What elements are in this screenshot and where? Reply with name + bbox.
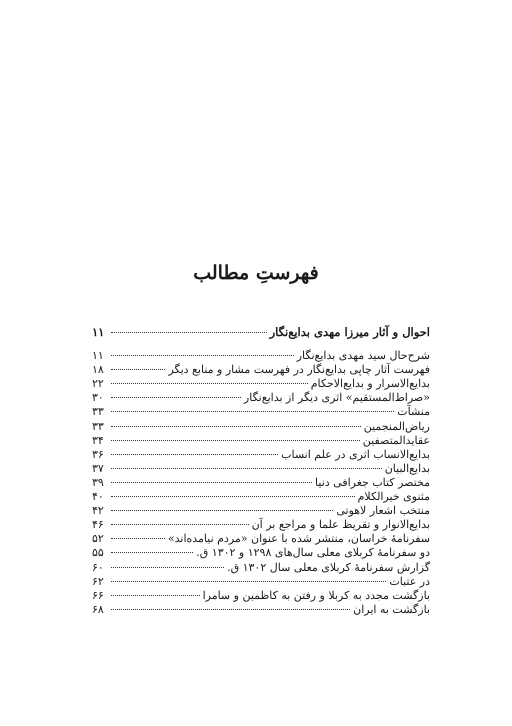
toc-entry-title: بدایع‌الانوار و تقریظ علما و مراجع بر آن bbox=[251, 518, 430, 532]
toc-entry[interactable] bbox=[92, 561, 430, 575]
toc-page-number: ۳۴ bbox=[92, 433, 104, 447]
toc-entry[interactable] bbox=[92, 546, 430, 560]
dot-leader bbox=[111, 411, 394, 412]
toc-page-number: ۵۵ bbox=[92, 546, 104, 560]
toc-entry-title: دو سفرنامۀ کربلای معلی سال‌های ۱۲۹۸ و ۱۳۰۲ ق. bbox=[196, 546, 430, 560]
toc-entry-title: فهرست آثار چاپی بدایع‌نگار در فهرست مشار و منابع دیگر bbox=[168, 363, 430, 377]
dot-leader bbox=[111, 440, 360, 441]
toc-page-number: ۲۲ bbox=[92, 377, 104, 391]
dot-leader bbox=[111, 581, 386, 582]
toc-page-number: ۴۶ bbox=[92, 518, 104, 532]
dot-leader bbox=[111, 510, 333, 511]
toc-page-number: ۴۰ bbox=[92, 490, 104, 504]
toc-entry-title: بازگشت به ایران bbox=[353, 602, 430, 616]
toc-entry[interactable] bbox=[92, 405, 430, 419]
toc-entry-title: بدایع‌البیان bbox=[384, 461, 430, 475]
dot-leader bbox=[111, 397, 241, 398]
toc-entry[interactable] bbox=[92, 504, 430, 518]
dot-leader bbox=[111, 552, 193, 553]
toc-entry[interactable] bbox=[92, 377, 430, 391]
dot-leader bbox=[111, 482, 312, 483]
toc-entry-title: منتخب اشعار لاهوتی bbox=[336, 504, 430, 518]
toc-entry-main[interactable] bbox=[92, 325, 430, 339]
toc-entry-title: ریاض‌المنجمین bbox=[363, 419, 430, 433]
dot-leader bbox=[111, 355, 294, 356]
toc-page-number: ۳۳ bbox=[92, 405, 104, 419]
table-of-contents bbox=[92, 325, 430, 617]
toc-page-number: ۶۰ bbox=[92, 560, 104, 574]
toc-entry-title: گزارش سفرنامۀ کربلای معلی سال ۱۳۰۲ ق. bbox=[227, 560, 430, 574]
toc-entry[interactable] bbox=[92, 420, 430, 434]
dot-leader bbox=[111, 609, 350, 610]
toc-page-number: ۳۹ bbox=[92, 475, 104, 489]
toc-entry-title: مثنوی خیرالکلام bbox=[357, 490, 430, 504]
toc-entry-title: منشآت bbox=[397, 405, 430, 419]
toc-page-number: ۵۲ bbox=[92, 532, 104, 546]
toc-page-number: ۱۱ bbox=[92, 349, 104, 363]
toc-entry-title: عقاید‌المتصفین bbox=[362, 433, 430, 447]
dot-leader bbox=[111, 567, 224, 568]
toc-entry-title: بدایع‌الاسرار و بدایع‌الاحکام bbox=[310, 377, 430, 391]
page-title: فهرستِ مطالب bbox=[193, 262, 319, 284]
toc-page-number: ۴۲ bbox=[92, 504, 104, 518]
toc-page-number: ۶۸ bbox=[92, 602, 104, 616]
toc-entry[interactable] bbox=[92, 575, 430, 589]
toc-page-number: ۳۷ bbox=[92, 461, 104, 475]
dot-leader bbox=[111, 454, 278, 455]
toc-entry[interactable] bbox=[92, 490, 430, 504]
toc-page-number: ۳۶ bbox=[92, 447, 104, 461]
toc-entry[interactable] bbox=[92, 391, 430, 405]
toc-entry[interactable] bbox=[92, 462, 430, 476]
toc-entry[interactable] bbox=[92, 518, 430, 532]
dot-leader bbox=[111, 332, 267, 333]
dot-leader bbox=[111, 595, 200, 596]
toc-page-number: ۱۸ bbox=[92, 363, 104, 377]
toc-entry[interactable] bbox=[92, 603, 430, 617]
toc-entry[interactable] bbox=[92, 589, 430, 603]
toc-entry-title: در عتبات bbox=[389, 574, 430, 588]
dot-leader bbox=[111, 468, 382, 469]
toc-page-number: ۳۳ bbox=[92, 419, 104, 433]
dot-leader bbox=[111, 496, 355, 497]
toc-entry[interactable] bbox=[92, 476, 430, 490]
toc-entry-title: مختصر کتاب جغرافی دنیا bbox=[315, 475, 430, 489]
toc-page-number: ۶۶ bbox=[92, 588, 104, 602]
toc-page-number: ۳۰ bbox=[92, 391, 104, 405]
toc-page-number: ۶۲ bbox=[92, 574, 104, 588]
toc-page-number: ۱۱ bbox=[92, 325, 105, 339]
toc-entry-title: «صراط‌المستقیم» اثری دیگر از بدایع‌نگار bbox=[243, 391, 430, 405]
toc-entry-title: بدایع‌الانساب اثری در علم انساب bbox=[281, 447, 430, 461]
dot-leader bbox=[111, 538, 165, 539]
dot-leader bbox=[111, 369, 165, 370]
toc-entry-title: شرح‌حال سید مهدی بدایع‌نگار bbox=[296, 349, 430, 363]
dot-leader bbox=[111, 426, 361, 427]
toc-entry-title: بازگشت مجدد به کربلا و رفتن به کاظمین و سامرا bbox=[202, 588, 430, 602]
toc-entry-title: سفرنامۀ خراسان، منتشر شده با عنوان «مردم نیامده‌اند» bbox=[167, 532, 430, 546]
toc-entry-title: احوال و آثار میرزا مهدی بدایع‌نگار bbox=[269, 325, 430, 339]
toc-entry[interactable] bbox=[92, 448, 430, 462]
toc-entry[interactable] bbox=[92, 532, 430, 546]
toc-entry[interactable] bbox=[92, 349, 430, 363]
dot-leader bbox=[111, 383, 308, 384]
toc-entry[interactable] bbox=[92, 434, 430, 448]
toc-entry[interactable] bbox=[92, 363, 430, 377]
dot-leader bbox=[111, 524, 249, 525]
